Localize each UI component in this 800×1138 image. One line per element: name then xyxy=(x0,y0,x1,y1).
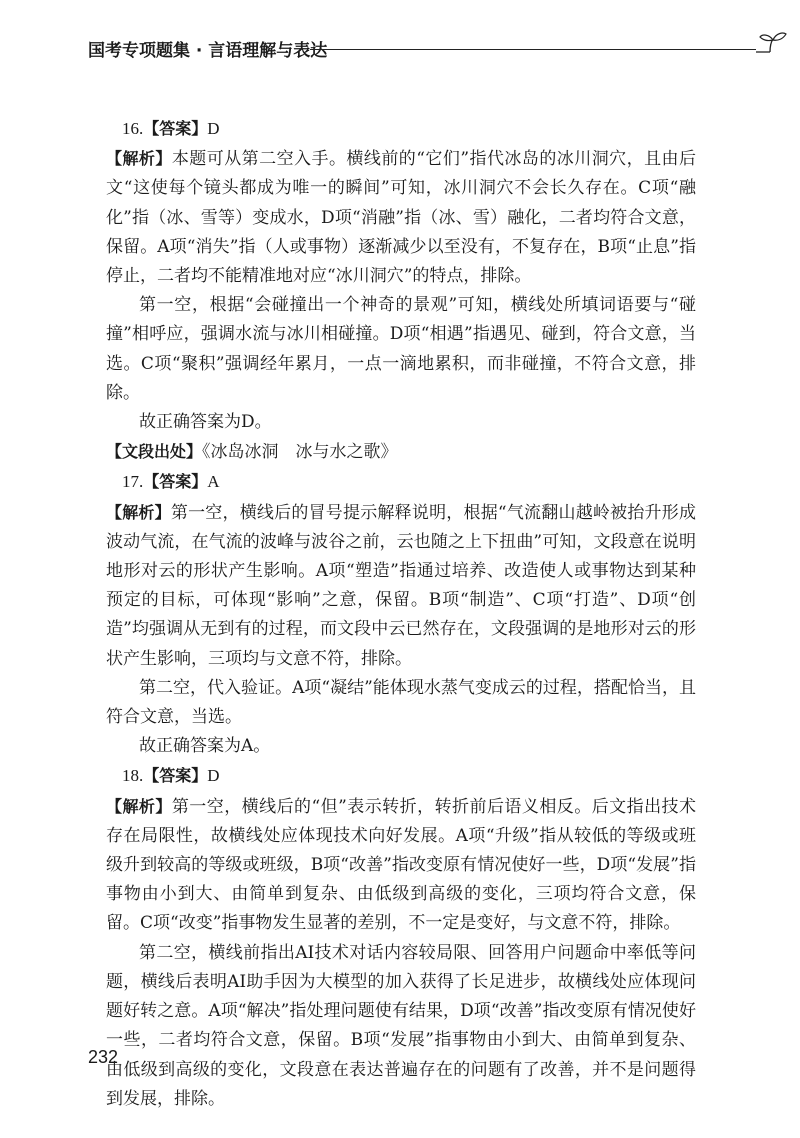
q18-number: 18. xyxy=(122,766,144,786)
q17-conclusion: 故正确答案为A。 xyxy=(139,736,271,757)
q17-number: 17. xyxy=(122,472,144,492)
analysis-label: 【解析】 xyxy=(106,796,172,816)
q18-answer-line xyxy=(106,761,696,791)
sprout-icon xyxy=(752,30,792,60)
analysis-label: 【解析】 xyxy=(106,502,171,522)
q17-analysis-text: 第一空，横线后的冒号提示解释说明，根据“气流翻山越岭被抬升形成波动气流，在气流的波峰与波谷之前，云也随之上下扭曲”可知，文段意在说明地形对云的形状产生影响。A项“塑造”指通过培养、改造使人或事物达到某种预定的目标，可体现“影响”之意，保留。B项“制造”、C项“打造”、D项“创造”均强调从无到有的过程，而文段中云已然存在，文段强调的是地形对云的形状产生影响，三项均与文意不符，排除。 xyxy=(106,502,696,669)
page-number: 232 xyxy=(88,1047,119,1067)
q16-conclusion: 故正确答案为D。 xyxy=(139,412,272,433)
header-title: 国考专项题集 · 言语理解与表达 xyxy=(88,41,328,61)
q18-analysis-text: 第一空，横线后的“但”表示转折，转折前后语义相反。后文指出技术存在局限性，故横线处应体现技术向好发展。A项“升级”指从较低的等级或班级升到较高的等级或班级，B项“改善”指改变原有情况使好一些，D项“发展”指事物由小到大、由简单到复杂、由低级到高级的变化，三项均符合文意，保留。C项“改变”指事物发生显著的差别，不一定是变好，与文意不符，排除。 xyxy=(106,796,696,934)
q18-answer: D xyxy=(207,766,220,786)
answer-label: 【答案】 xyxy=(143,119,208,138)
q17-paragraph-2: 第二空，代入验证。A项“凝结”能体现水蒸气变成云的过程，搭配恰当，且符合文意，当选。 xyxy=(106,677,696,728)
page-header xyxy=(88,30,708,70)
q18-paragraph-2: 第二空，横线前指出AI技术对话内容较局限、回答用户问题命中率低等问题，横线后表明AI助手因为大模型的加入获得了长足进步，故横线处应体现问题好转之意。A项“解决”指处理问题使有结果，D项“改善”指改变原有情况使好一些，二者均符合文意，保留。B项“发展”指事物由小到大、由简单到复杂、由低级到高级的变化，文段意在表达普遍存在的问题有了改善，并不是问题得到发展，排除。 xyxy=(106,942,696,1109)
q16-answer-line xyxy=(106,114,696,144)
answer-label: 【答案】 xyxy=(143,766,208,786)
answer-content xyxy=(106,114,696,1114)
q18-analysis xyxy=(106,792,696,939)
q16-paragraph-2: 第一空，根据“会碰撞出一个神奇的景观”可知，横线处所填词语要与“碰撞”相呼应，强调水流与冰川相碰撞。D项“相遇”指遇见、碰到，符合文意，当选。C项“聚积”强调经年累月，一点一滴地累积，而非碰撞，不符合文意，排除。 xyxy=(106,295,696,403)
analysis-label: 【解析】 xyxy=(106,149,172,169)
q16-answer: D xyxy=(207,119,220,138)
q16-analysis xyxy=(106,144,696,291)
q16-number: 16. xyxy=(122,119,144,138)
q16-source xyxy=(106,437,696,467)
q16-source-text: 《冰岛冰洞 冰与水之歌》 xyxy=(202,442,398,463)
answer-label: 【答案】 xyxy=(143,472,208,492)
q17-analysis xyxy=(106,498,696,674)
q17-answer: A xyxy=(207,472,220,492)
source-label: 【文段出处】 xyxy=(106,442,203,462)
q17-answer-line xyxy=(106,467,696,497)
q16-analysis-text: 本题可从第二空入手。横线前的“它们”指代冰岛的冰川洞穴，且由后文“这使每个镜头都成为唯一的瞬间”可知，冰川洞穴不会长久存在。C项“融化”指（冰、雪等）变成水，D项“消融”指（冰、雪）融化，二者均符合文意，保留。A项“消失”指（人或事物）逐渐减少以至没有，不复存在，B项“止息”指停止，二者均不能精准地对应“冰川洞穴”的特点，排除。 xyxy=(106,149,696,287)
header-rule xyxy=(310,49,756,50)
